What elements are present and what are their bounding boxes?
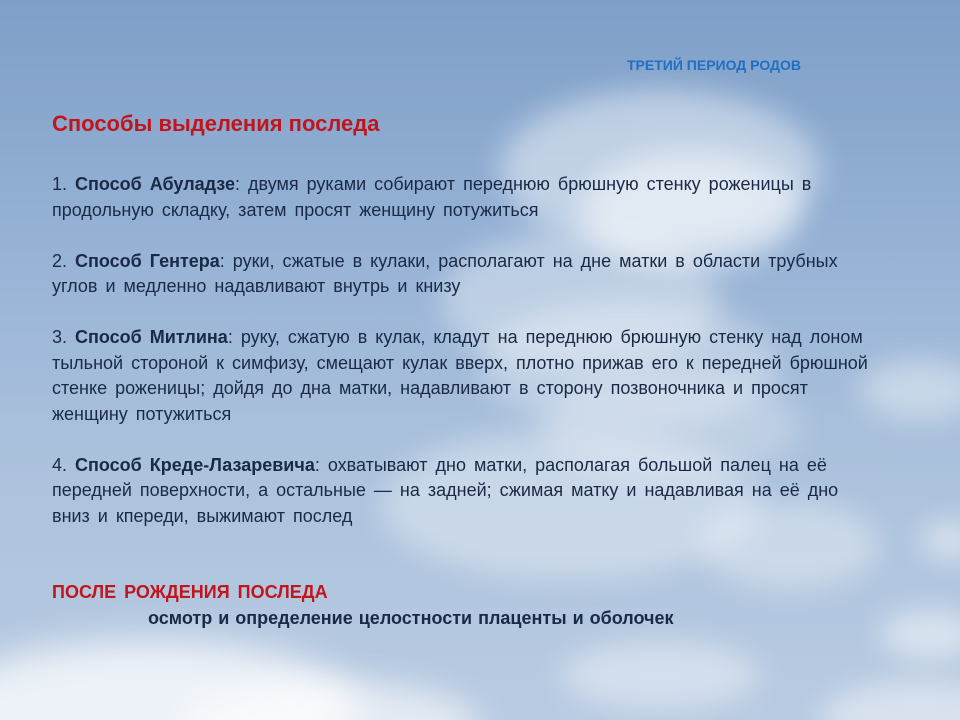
method-name: Способ Митлина (75, 327, 228, 347)
method-number: 3. (52, 327, 68, 347)
method-item (52, 249, 882, 300)
cloud-decoration (920, 520, 960, 560)
method-item (52, 325, 882, 427)
method-description: : руки, сжатые в кулаки, располагают на дне матки в области трубных углов и медленно надавливают внутрь и книзу (52, 250, 838, 296)
method-name: Способ Гентера (75, 250, 220, 271)
after-placenta-heading: ПОСЛЕ РОЖДЕНИЯ ПОСЛЕДА (52, 582, 328, 602)
method-description: : охватывают дно матки, располагая большой палец на её передней поверхности, а остальные — на задней; сжимая матку и надавливая на её дно вниз и кпереди, выжимают послед (52, 454, 839, 526)
method-number: 2. (52, 250, 68, 271)
method-description: : двумя руками собирают переднюю брюшную стенку роженицы в продольную складку, затем просят женщину потужиться (52, 174, 812, 220)
method-number: 1. (52, 174, 68, 194)
method-name: Способ Абуладзе (75, 174, 236, 194)
method-name: Способ Креде-Лазаревича (75, 454, 315, 475)
method-description: : руку, сжатую в кулак, кладут на переднюю брюшную стенку над лоном тыльной стороной к симфизу, смещают кулак вверх, плотно прижав его к передней брюшной стенке роженицы; дойдя до дна матки, надавливают в сторону позвоночника и просят женщину потужиться (52, 327, 868, 424)
method-number: 4. (52, 454, 68, 475)
cloud-decoration (560, 640, 760, 710)
method-item (52, 172, 882, 223)
methods-list (52, 172, 882, 555)
after-placenta-text: осмотр и определение целостности плаценты и оболочек (148, 608, 674, 628)
method-item (52, 453, 882, 530)
cloud-decoration (880, 610, 960, 660)
section-header: ТРЕТИЙ ПЕРИОД РОДОВ (627, 57, 801, 73)
cloud-decoration (820, 680, 960, 720)
slide-title: Способы выделения последа (52, 111, 380, 136)
